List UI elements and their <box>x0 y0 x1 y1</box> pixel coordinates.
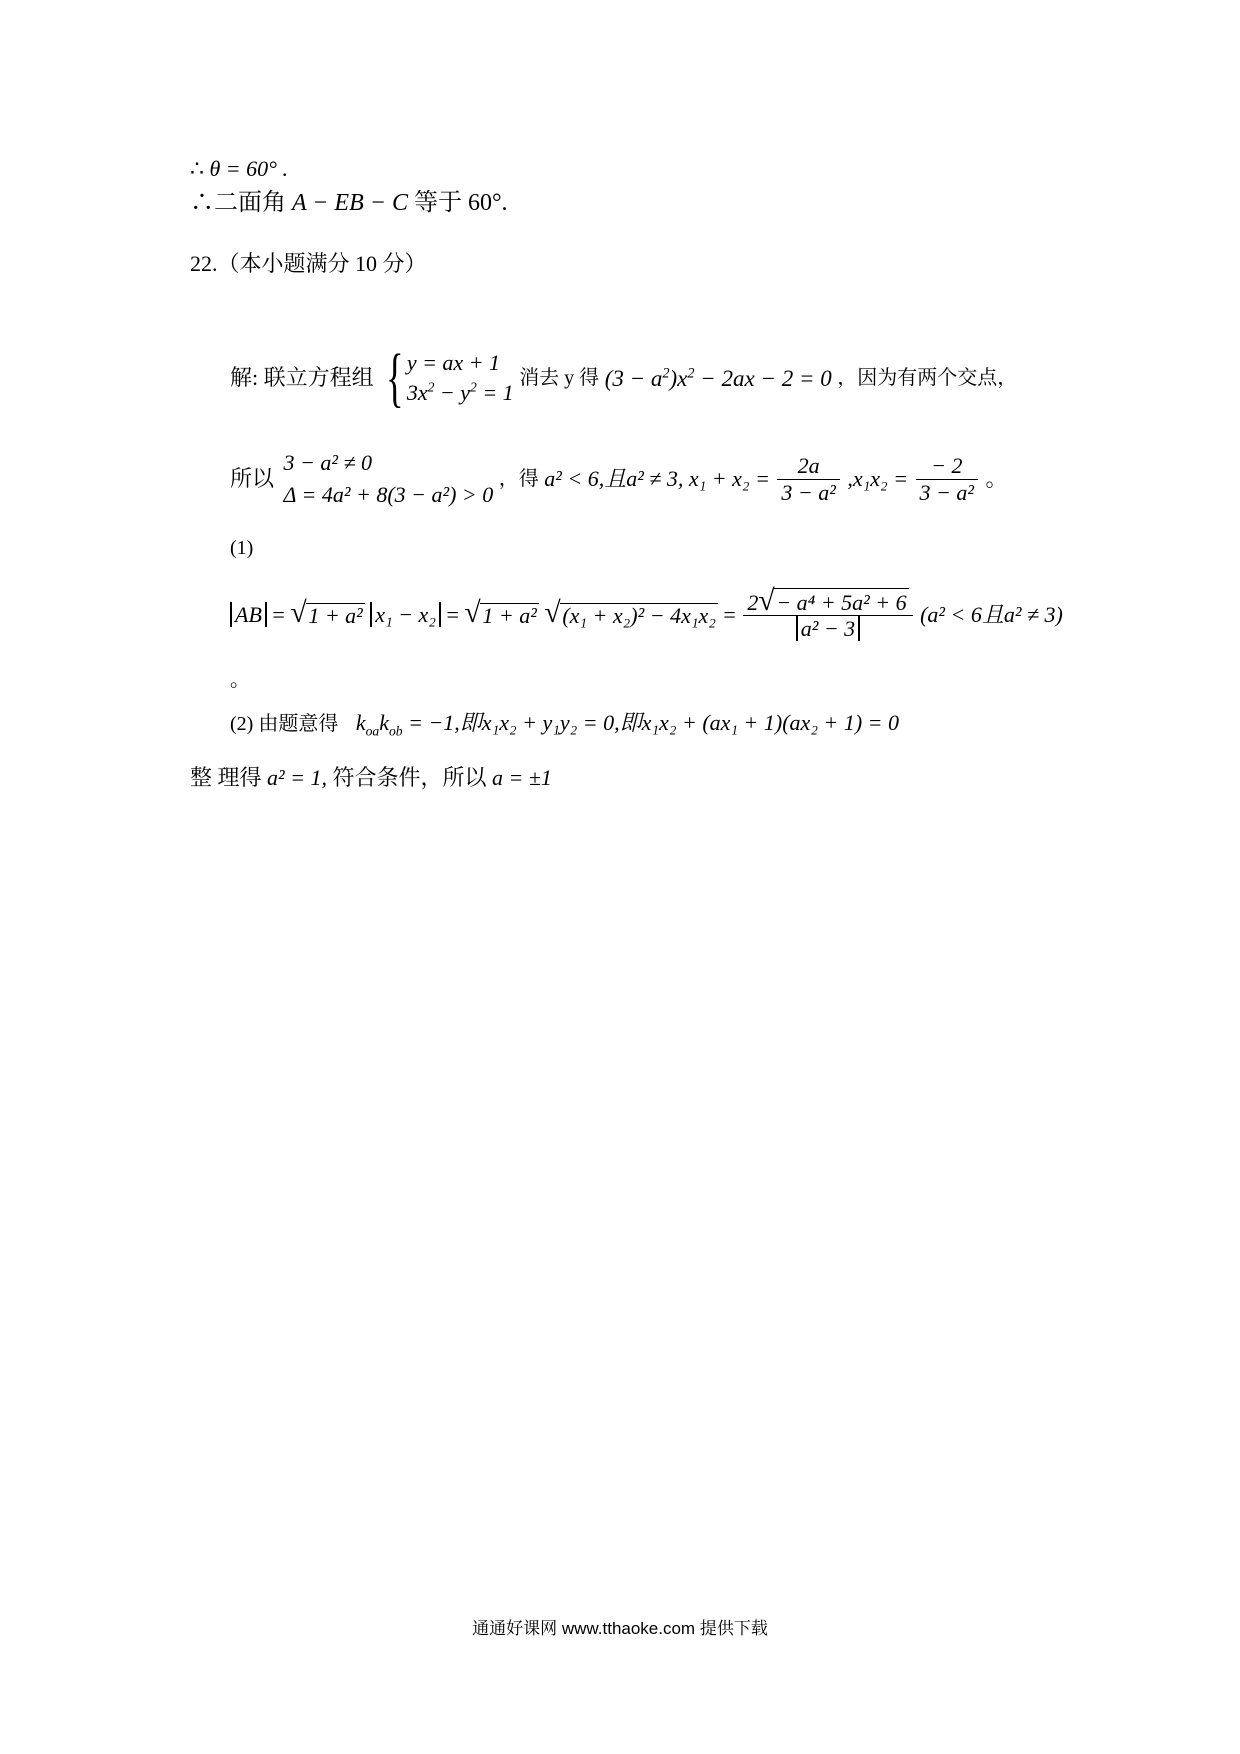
sum-denominator: 3 − a² <box>777 479 839 505</box>
chord-length-formula <box>230 588 1063 642</box>
sqrt-2: √ 1 + a² <box>464 603 538 627</box>
conclusion-dihedral-angle <box>190 191 508 215</box>
ab-numerator: 2√ − a⁴ + 5a² + 6 <box>743 588 912 615</box>
sqrt-1: √ 1 + a² <box>290 603 364 627</box>
solution-line-1 <box>230 341 1018 414</box>
final-expr: a² = 1, <box>267 765 327 790</box>
system-eq2: $3x^2 - y^2 = 1$ <box>406 379 514 405</box>
sol1-lead: 解: 联立方程组 <box>230 365 374 390</box>
conditions-system <box>284 452 494 506</box>
sol2-end: 。 <box>985 466 1008 491</box>
sum-numerator: 2a <box>797 453 820 479</box>
product-numerator: − 2 <box>931 453 963 479</box>
dihedral-prefix: ∴二面角 <box>190 190 286 216</box>
sol2-mid: ，得 <box>498 468 539 490</box>
part2-line <box>230 710 899 739</box>
ab-eq-2: = <box>446 601 465 627</box>
part1-label: (1) <box>230 537 254 559</box>
sol1-mid: 消去 y 得 <box>519 367 600 389</box>
theta-equation: θ = 60° . <box>209 156 288 181</box>
sum-lhs: x₁ + x₂ = <box>688 466 770 491</box>
final-line <box>190 767 552 789</box>
ab-fraction <box>743 588 912 642</box>
ab-denominator: a² − 3 <box>743 615 912 641</box>
final-mid: 符合条件，所以 <box>332 765 487 790</box>
system-eq1: y = ax + 1 <box>406 350 501 375</box>
conclusion-theta <box>190 158 288 180</box>
quadratic-equation: $(3 - a^2)x^2 - 2ax - 2 = 0$ <box>604 364 832 391</box>
problem-heading: 22.（本小题满分 10 分） <box>190 251 427 276</box>
ab-eq-3: = <box>723 601 742 627</box>
sqrt-3: √ (x₁ + x₂)² − 4x₁x₂ <box>544 603 718 627</box>
product-fraction <box>916 453 978 505</box>
part2-expr: $k_{oa}k_{ob} = -1$,即x₁x₂ + y₁y₂ = 0,即x₁x₂ + (ax₁ + 1)(ax₂ + 1) = 0 <box>355 710 899 739</box>
equation-system: { y = ax + 1 $3x^2 - y^2 = 1$ <box>386 341 514 414</box>
ab-condition: (a² < 6且a² ≠ 3) <box>920 601 1063 627</box>
dihedral-expr: A − EB − C <box>292 190 408 216</box>
product-denominator: 3 − a² <box>916 479 978 505</box>
final-lead: 整 理得 <box>190 765 262 790</box>
product-lhs: ,x₁x₂ = <box>847 466 909 491</box>
ab-abs: AB <box>230 602 267 627</box>
therefore-symbol: ∴ <box>190 156 204 181</box>
sol1-tail: ，因为有两个交点， <box>837 367 1018 389</box>
period-mark: 。 <box>230 669 250 691</box>
condition-1: 3 − a² ≠ 0 <box>283 450 373 475</box>
final-answer: a = ±1 <box>491 765 552 790</box>
page-footer: 通通好课网 www.tthaoke.com 提供下载 <box>472 1619 768 1638</box>
sum-fraction <box>777 453 839 505</box>
condition-2: Δ = 4a² + 8(3 − a²) > 0 <box>283 482 494 507</box>
abs-diff: x₁ − x₂ <box>370 602 441 627</box>
sol2-range: a² < 6,且a² ≠ 3, <box>544 466 684 491</box>
ab-eq-1: = <box>272 601 291 627</box>
sol2-lead: 所以 <box>230 466 275 491</box>
dihedral-suffix: 等于 60°. <box>413 190 508 216</box>
solution-line-2 <box>230 452 1008 506</box>
part2-lead: (2) 由题意得 <box>230 713 339 735</box>
